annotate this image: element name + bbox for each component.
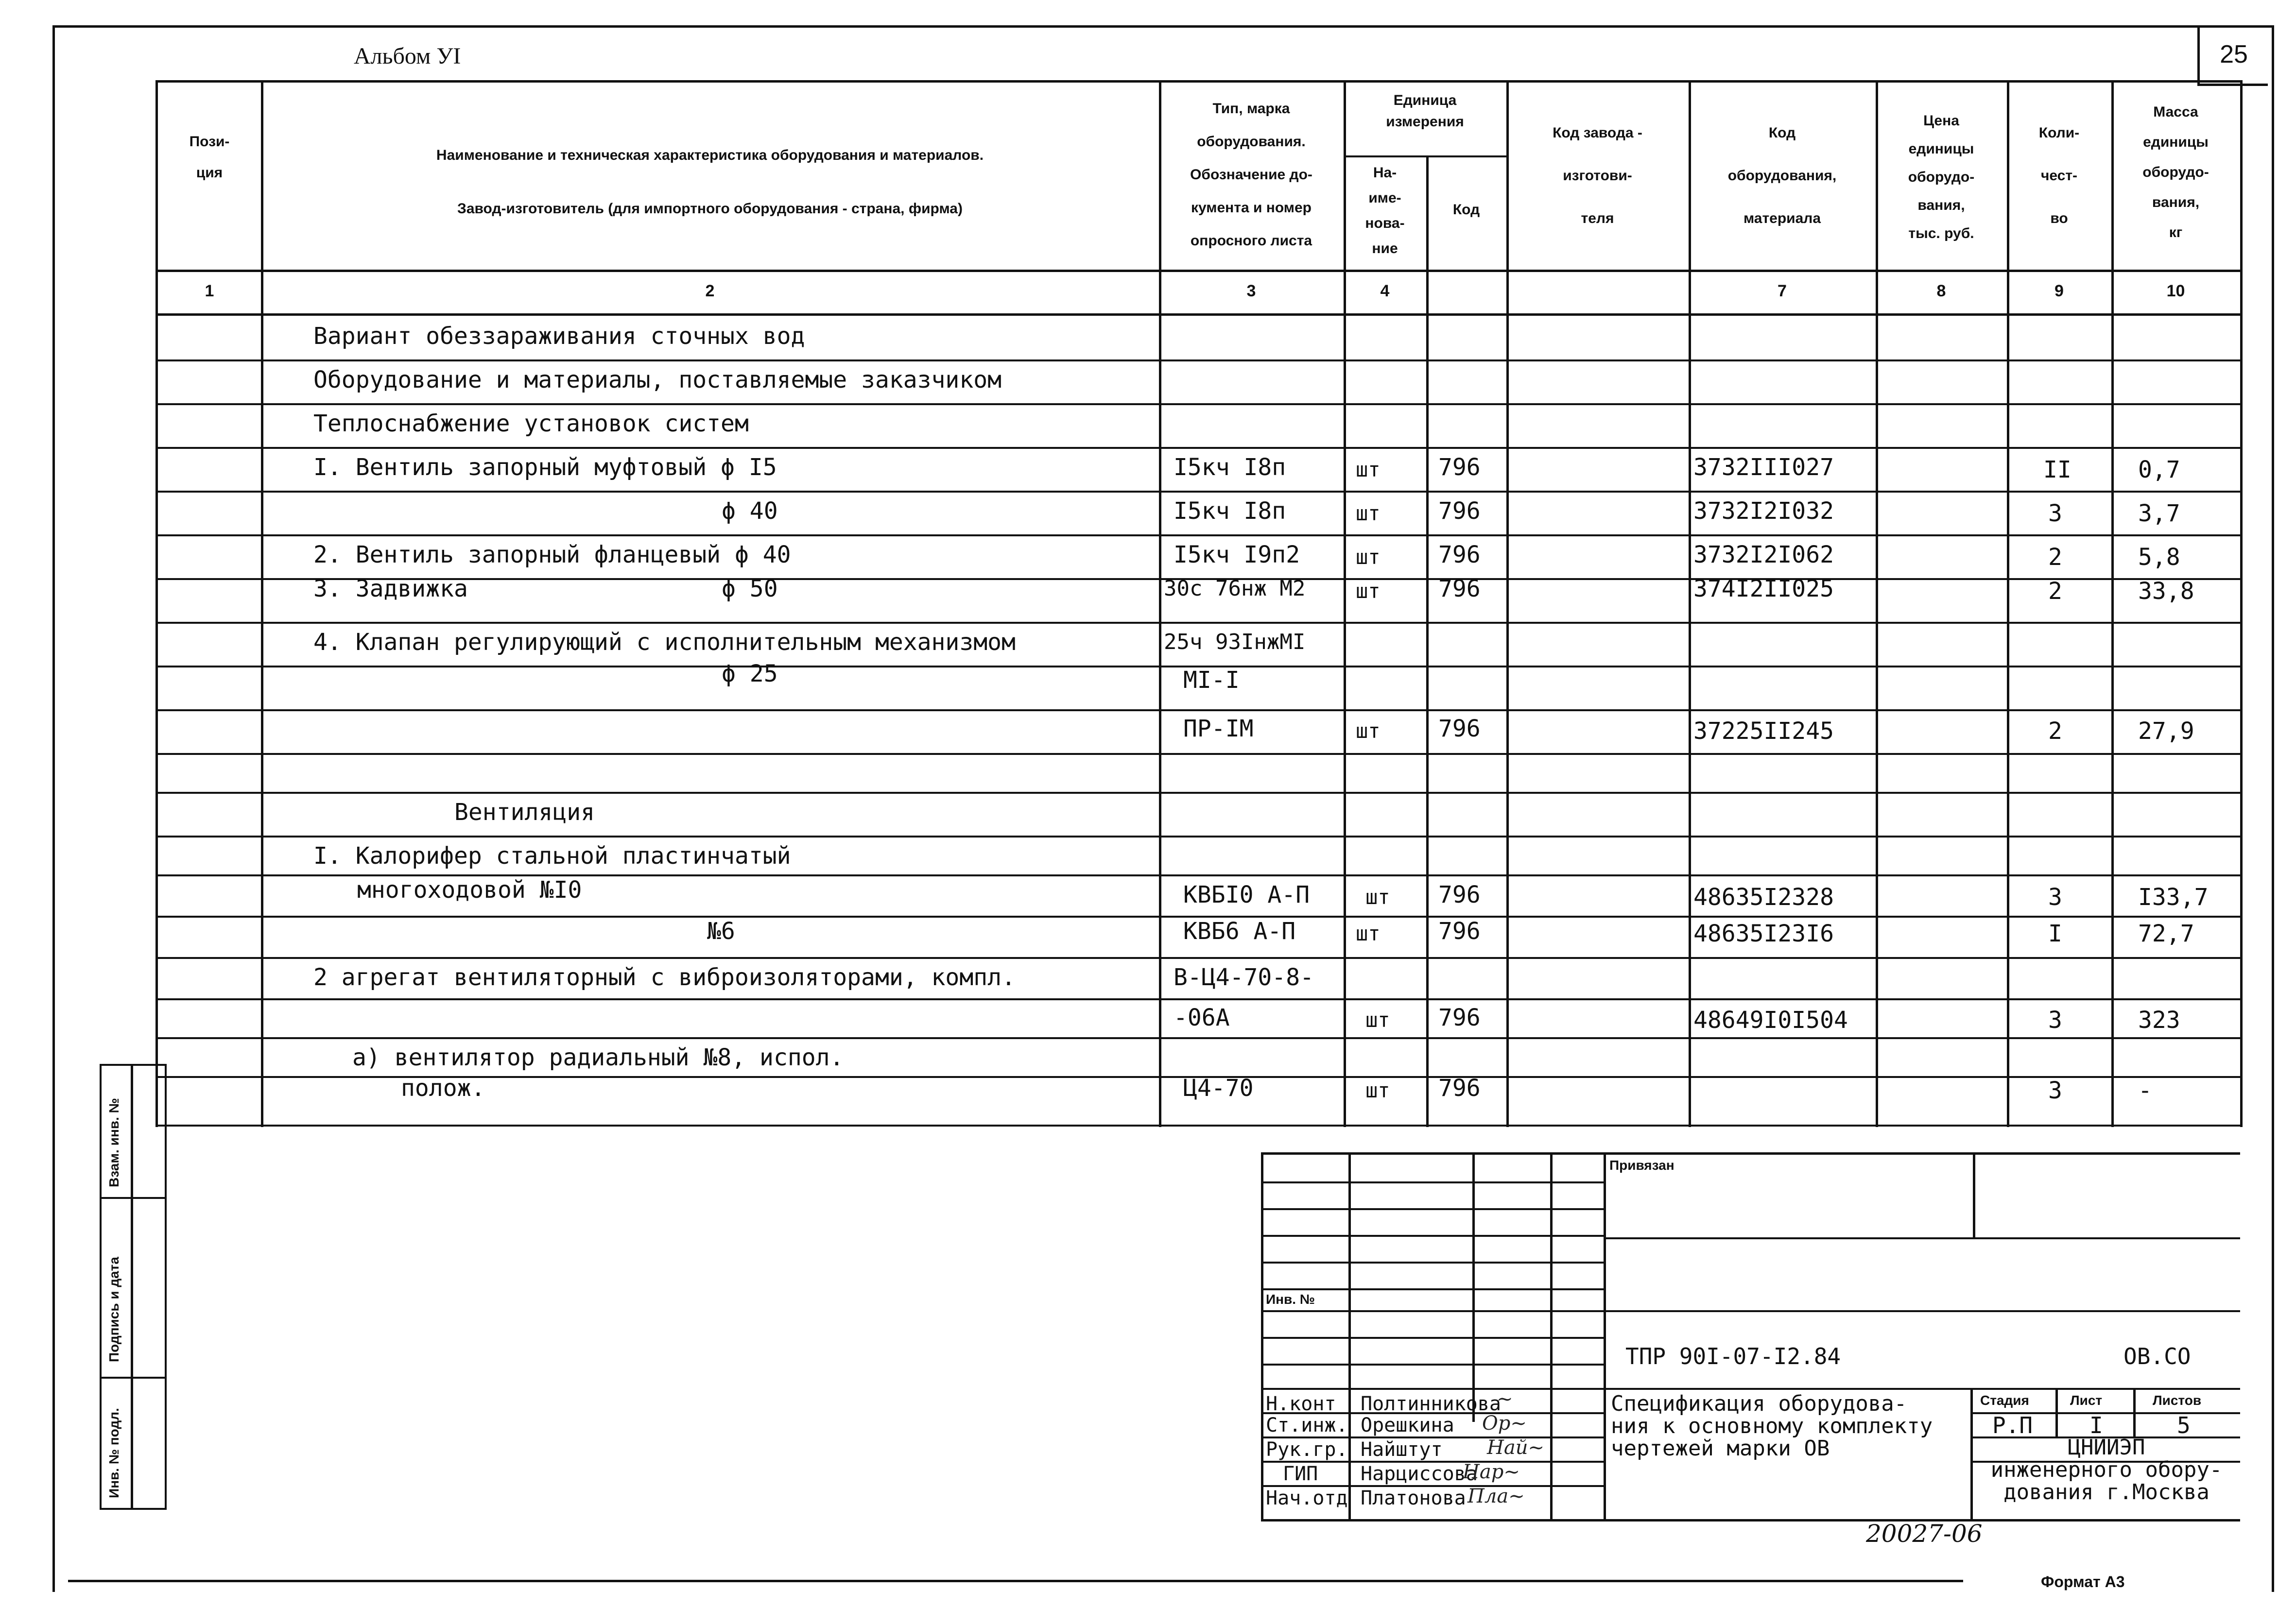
row-mass: - <box>2138 1077 2152 1104</box>
row-type: I5кч I8п <box>1174 454 1286 481</box>
sheets-header: Листов <box>2153 1393 2202 1408</box>
col-type-header: Тип, марка оборудования. Обозначение до- кумента и номер опросного листа <box>1190 101 1312 249</box>
col-unit-name-header: На- име- нова- ние <box>1365 165 1405 256</box>
role: ГИП <box>1283 1463 1318 1485</box>
row-type: КВБ6 А-П <box>1183 918 1296 945</box>
privyazan-label: Привязан <box>1609 1158 1675 1173</box>
row-qty: 3 <box>2048 1077 2062 1104</box>
col-qty-header: Коли- чест- во <box>2038 125 2080 226</box>
row-eqcode: 48635I23I6 <box>1693 920 1834 947</box>
col-num-10: 10 <box>2166 282 2185 300</box>
archive-number: 20027-06 <box>1866 1520 1983 1548</box>
doc-title: Спецификация оборудова- ния к основному комплекту чертежей марки ОВ <box>1611 1391 1933 1461</box>
row-eqcode: 48635I2328 <box>1693 884 1834 911</box>
row-eqcode: 37225II245 <box>1693 718 1834 745</box>
role: Ст.инж. <box>1266 1414 1348 1436</box>
signature: Най~ <box>1487 1436 1545 1459</box>
row-eqcode: 3732III027 <box>1693 454 1834 481</box>
row-name: ϕ 25 <box>722 660 778 687</box>
row-name: 2 агрегат вентиляторный с виброизоляторами, компл. <box>313 964 1016 991</box>
role: Нач.отд <box>1266 1487 1348 1509</box>
role-name: Нарциссова <box>1361 1463 1478 1485</box>
row-name: 3. Задвижка <box>313 575 468 602</box>
col-num-9: 9 <box>2054 282 2064 300</box>
bottom-border <box>68 1580 1963 1582</box>
col-num-7: 7 <box>1778 282 1787 300</box>
row-unit: шт <box>1365 1078 1390 1102</box>
row-unit: шт <box>1356 922 1381 945</box>
row-name: Оборудование и материалы, поставляемые заказчиком <box>313 366 1002 393</box>
row-name: I. Калорифер стальной пластинчатый <box>313 842 791 870</box>
row-unit: шт <box>1365 1008 1390 1032</box>
role: Рук.гр. <box>1266 1438 1348 1461</box>
row-mass: 3,7 <box>2138 500 2180 527</box>
signature: Нар~ <box>1463 1461 1520 1483</box>
row-qty: 3 <box>2048 1007 2062 1034</box>
row-code: 796 <box>1438 881 1481 908</box>
row-mass: 323 <box>2138 1007 2180 1034</box>
col-num-8: 8 <box>1936 282 1946 300</box>
row-code: 796 <box>1438 918 1481 945</box>
signature: ~ <box>1497 1388 1513 1410</box>
row-name: многоходовой №I0 <box>357 876 582 904</box>
col-num-1: 1 <box>205 282 214 300</box>
row-type: I5кч I8п <box>1174 497 1286 525</box>
row-unit: шт <box>1356 545 1381 569</box>
row-unit: шт <box>1356 579 1381 603</box>
sheet-number: 25 <box>2197 25 2268 86</box>
row-mass: 33,8 <box>2138 578 2194 605</box>
row-type: КВБI0 А-П <box>1183 881 1310 908</box>
sheet-header: Лист <box>2070 1393 2103 1408</box>
row-unit: шт <box>1356 501 1381 525</box>
row-code: 796 <box>1438 1075 1481 1102</box>
row-code: 796 <box>1438 497 1481 525</box>
row-qty: 2 <box>2048 578 2062 605</box>
role-name: Платонова <box>1361 1487 1466 1509</box>
row-qty: 3 <box>2048 884 2062 911</box>
side-label: Взам. инв. № <box>106 1098 121 1187</box>
row-unit: шт <box>1365 885 1390 909</box>
col-num-2: 2 <box>705 282 715 300</box>
row-mass: 0,7 <box>2138 456 2180 483</box>
row-name: а) вентилятор радиальный №8, испол. <box>352 1044 844 1071</box>
row-name: Вариант обеззараживания сточных вод <box>313 323 805 350</box>
row-name: №6 <box>707 918 735 945</box>
row-code: 796 <box>1438 541 1481 568</box>
row-unit: шт <box>1356 719 1381 743</box>
role: Н.конт <box>1266 1393 1336 1415</box>
col-num-4: 4 <box>1380 282 1390 300</box>
side-label: Подпись и дата <box>106 1257 121 1362</box>
title-block <box>1261 1152 2240 1522</box>
signature: Ор~ <box>1482 1412 1527 1435</box>
row-name: ϕ 40 <box>722 497 778 525</box>
row-name: Вентиляция <box>454 799 595 826</box>
col-pos-header: Пози- ция <box>189 134 230 181</box>
row-type: 25ч 93IнжМI <box>1164 630 1306 654</box>
album-label: Альбом УI <box>354 43 461 69</box>
row-mass: 72,7 <box>2138 920 2194 947</box>
row-name: I. Вентиль запорный муфтовый ϕ I5 <box>313 454 777 481</box>
row-type: ПР-IМ <box>1183 715 1254 742</box>
row-eqcode: 374I2II025 <box>1693 575 1834 602</box>
row-unit: шт <box>1356 458 1381 481</box>
row-dn: ϕ 50 <box>722 575 778 602</box>
col-eqcode-header: Код оборудования, материала <box>1727 125 1837 226</box>
row-code: 796 <box>1438 715 1481 742</box>
row-qty: I <box>2048 920 2062 947</box>
row-type: -06А <box>1174 1004 1230 1031</box>
doc-mark: ОВ.СО <box>2123 1343 2191 1369</box>
row-type: В-Ц4-70-8- <box>1174 964 1314 991</box>
row-type: 30с 76нж М2 <box>1164 576 1306 601</box>
col-price-header: Цена единицы оборудо- вания, тыс. руб. <box>1908 113 1975 241</box>
row-eqcode: 3732I2I032 <box>1693 497 1834 525</box>
role-name: Найштут <box>1361 1438 1443 1461</box>
side-stamp <box>100 1064 167 1510</box>
row-name: 2. Вентиль запорный фланцевый ϕ 40 <box>313 541 791 568</box>
spec-table <box>155 80 2243 1127</box>
row-qty: 2 <box>2048 544 2062 571</box>
col-unit-code-header: Код <box>1452 202 1480 218</box>
role-name: Полтинникова <box>1361 1393 1501 1415</box>
row-type: I5кч I9п2 <box>1174 541 1300 568</box>
sheet-value: I <box>2089 1412 2103 1438</box>
col-num-3: 3 <box>1246 282 1256 300</box>
sheets-value: 5 <box>2177 1412 2191 1438</box>
stage-value: Р.П <box>1992 1412 2033 1438</box>
row-type: Ц4-70 <box>1183 1075 1254 1102</box>
row-mass: 5,8 <box>2138 544 2180 571</box>
row-mass: I33,7 <box>2138 884 2209 911</box>
doc-number: ТПР 90I-07-I2.84 <box>1625 1343 1841 1369</box>
organization: ЦНИИЭП инженерного обору- дования г.Москва <box>1990 1435 2223 1504</box>
row-qty: II <box>2043 456 2072 483</box>
col-factory-header: Код завода - изготови- теля <box>1553 125 1642 226</box>
inv-label: Инв. № <box>1266 1292 1315 1307</box>
format-label: Формат А3 <box>2041 1573 2125 1590</box>
row-eqcode: 3732I2I062 <box>1693 541 1834 568</box>
row-code: 796 <box>1438 1004 1481 1031</box>
row-qty: 2 <box>2048 718 2062 745</box>
row-name: полож. <box>401 1075 485 1102</box>
row-code: 796 <box>1438 575 1481 602</box>
row-eqcode: 48649I0I504 <box>1693 1007 1848 1034</box>
stage-header: Стадия <box>1980 1393 2029 1408</box>
col-unit-header: Единица измерения <box>1386 92 1464 130</box>
row-name: Теплоснабжение установок систем <box>313 410 749 437</box>
row-name: 4. Клапан регулирующий с исполнительным механизмом <box>313 629 1016 656</box>
col-mass-header: Масса единицы оборудо- вания, кг <box>2142 104 2209 240</box>
row-qty: 3 <box>2048 500 2062 527</box>
row-mass: 27,9 <box>2138 718 2194 745</box>
row-code: 796 <box>1438 454 1481 481</box>
row-type: МI-I <box>1183 667 1240 694</box>
side-label: Инв. № подл. <box>106 1408 121 1498</box>
role-name: Орешкина <box>1361 1414 1454 1436</box>
col-name-header: Наименование и техническая характеристика оборудования и материалов. Завод-изготовитель (для импортного оборудования - страна, фирма) <box>436 147 984 217</box>
signature: Пла~ <box>1467 1485 1525 1507</box>
